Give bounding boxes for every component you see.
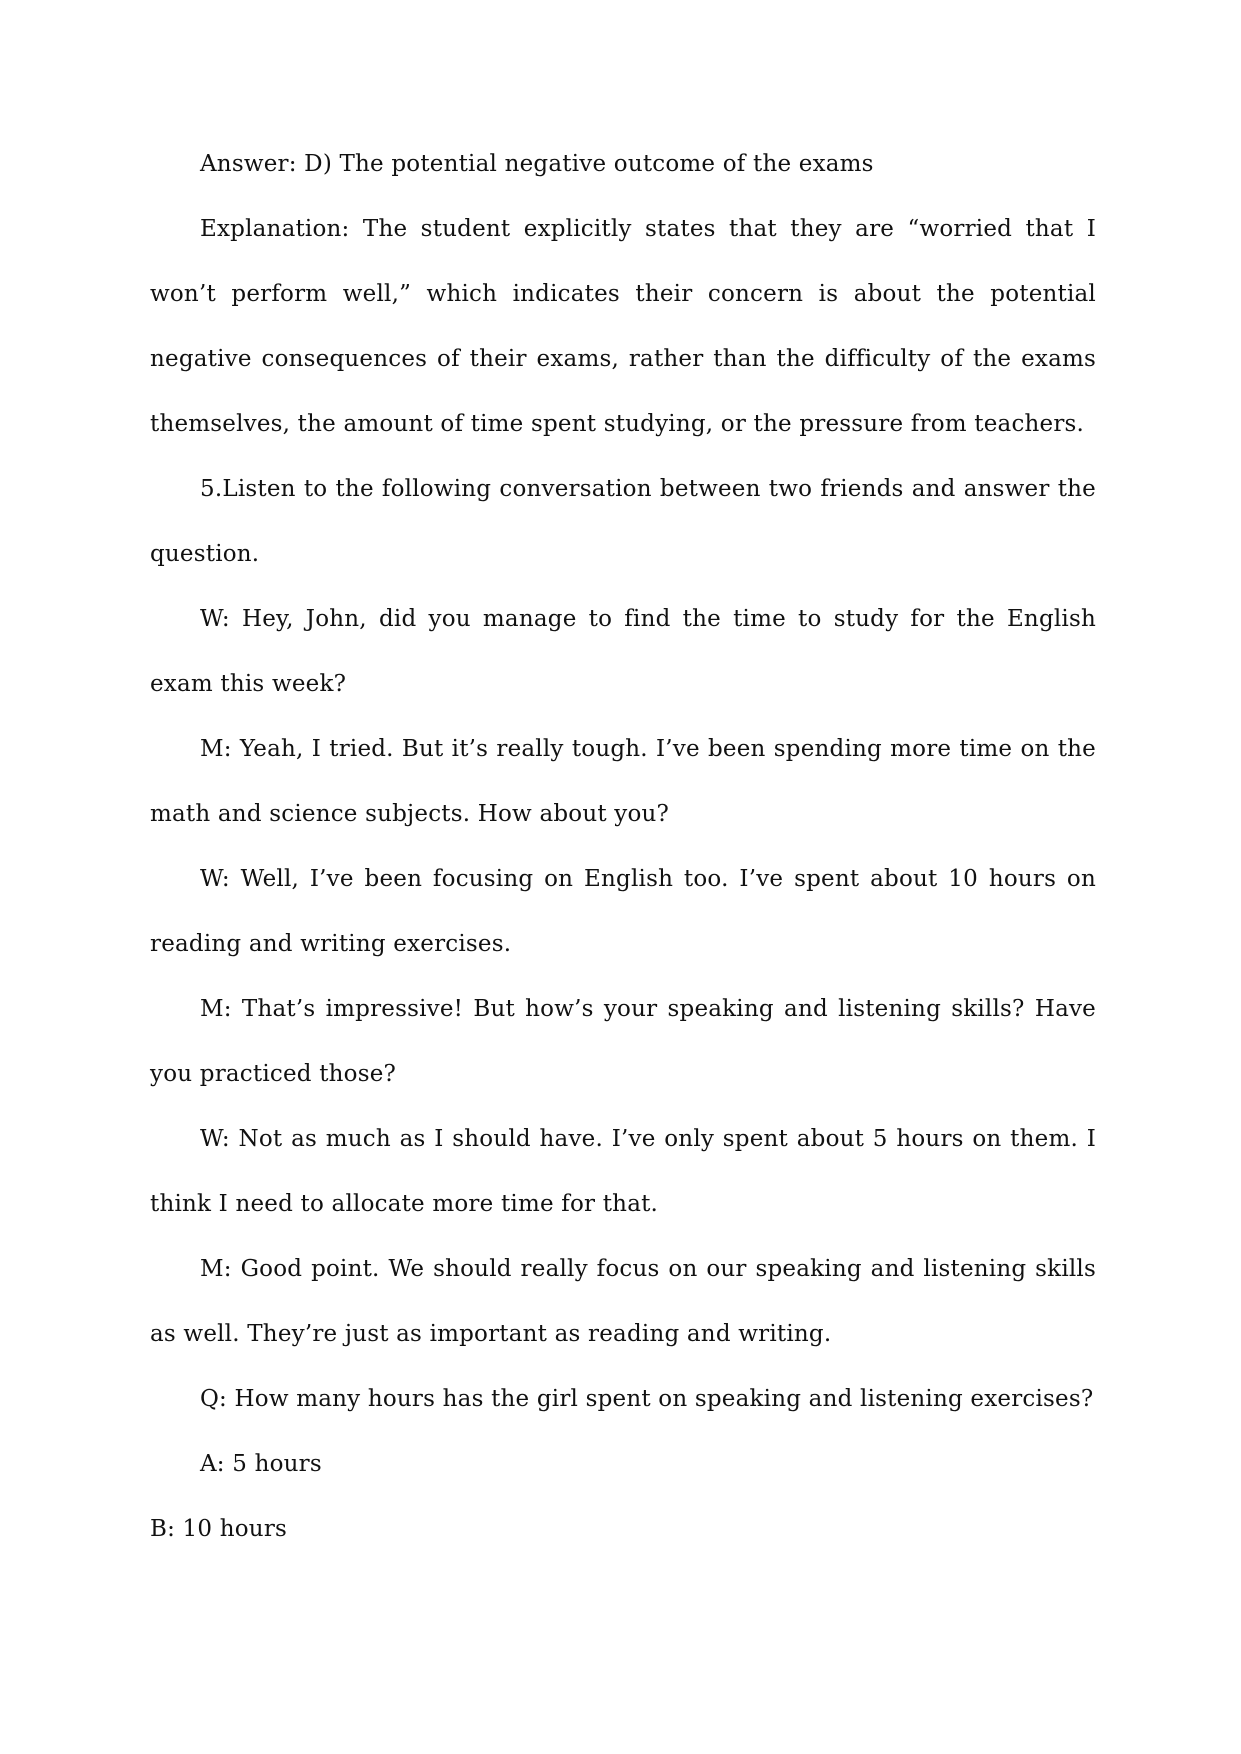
explanation-paragraph: Explanation: The student explicitly states that they are “worried that I won’t perform well,” which indicates their concern is about the potential negative consequences of their exams, rather than the difficulty of the exams themselves, the amount of time spent studying, or the pressure from teachers. bbox=[150, 216, 1096, 437]
dialogue-line-w1: W: Hey, John, did you manage to find the time to study for the English exam this week? bbox=[150, 606, 1096, 697]
dialogue-line-m1: M: Yeah, I tried. But it’s really tough. I’ve been spending more time on the math and science subjects. How about you? bbox=[150, 736, 1096, 827]
option-b: B: 10 hours bbox=[150, 1516, 288, 1542]
answer-line: Answer: D) The potential negative outcome of the exams bbox=[200, 151, 874, 177]
dialogue-line-w3: W: Not as much as I should have. I’ve only spent about 5 hours on them. I think I need to allocate more time for that. bbox=[150, 1126, 1096, 1217]
option-a: A: 5 hours bbox=[200, 1451, 322, 1477]
question-line: Q: How many hours has the girl spent on speaking and listening exercises? bbox=[200, 1386, 1094, 1412]
document-body bbox=[150, 132, 1096, 1562]
question-5-intro: 5.Listen to the following conversation between two friends and answer the question. bbox=[150, 476, 1096, 567]
dialogue-line-w2: W: Well, I’ve been focusing on English too. I’ve spent about 10 hours on reading and writing exercises. bbox=[150, 866, 1096, 957]
dialogue-line-m2: M: That’s impressive! But how’s your speaking and listening skills? Have you practiced those? bbox=[150, 996, 1096, 1087]
dialogue-line-m3: M: Good point. We should really focus on our speaking and listening skills as well. They’re just as important as reading and writing. bbox=[150, 1256, 1096, 1347]
